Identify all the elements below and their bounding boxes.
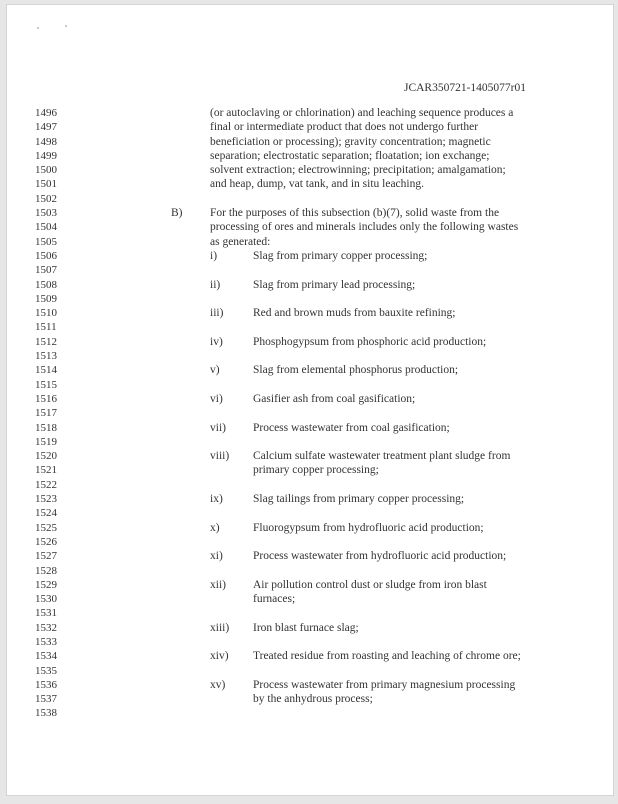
line-number: 1524: [35, 507, 57, 520]
document-page: [6, 4, 614, 796]
list-item-line: Treated residue from roasting and leaching of chrome ore;: [253, 650, 521, 663]
list-item-line: Slag from primary lead processing;: [253, 278, 416, 291]
list-item-text: [253, 521, 573, 535]
line-number: 1534: [35, 650, 57, 663]
line-number: 1507: [35, 264, 57, 277]
intro-line: beneficiation or processing); gravity concentration; magnetic: [210, 135, 491, 148]
list-item-number: iv): [210, 335, 223, 348]
line-number: 1511: [35, 321, 57, 334]
list-item-text: [253, 678, 573, 707]
list-item-text: [253, 392, 573, 406]
line-number: 1501: [35, 178, 57, 191]
list-item-number: x): [210, 521, 220, 534]
line-number: 1498: [35, 135, 57, 148]
line-number: 1518: [35, 421, 57, 434]
section-b-paragraph: [210, 206, 570, 249]
section-b-line: as generated:: [210, 235, 271, 248]
list-item-line: Fluorogypsum from hydrofluoric acid production;: [253, 521, 484, 534]
line-number: 1505: [35, 235, 57, 248]
line-number: 1529: [35, 578, 57, 591]
line-number: 1516: [35, 392, 57, 405]
line-number: 1535: [35, 664, 57, 677]
line-number: 1506: [35, 249, 57, 262]
list-item-text: [253, 335, 573, 349]
list-item-text: [253, 549, 573, 563]
line-number: 1496: [35, 107, 57, 119]
list-item-line: Slag from elemental phosphorus production;: [253, 364, 459, 377]
list-item-text: [253, 649, 573, 663]
line-number: 1530: [35, 593, 57, 606]
list-item-line: Red and brown muds from bauxite refining;: [253, 307, 456, 320]
list-item-number: xii): [210, 578, 226, 591]
list-item-line: Process wastewater from hydrofluoric acid production;: [253, 550, 507, 563]
list-item-line: Process wastewater from primary magnesium processing: [253, 679, 516, 691]
line-number: 1512: [35, 335, 57, 348]
line-number: 1497: [35, 121, 57, 134]
line-number: 1509: [35, 292, 57, 305]
list-item-number: xiv): [210, 650, 229, 663]
line-number: 1531: [35, 607, 57, 620]
list-item-number: xi): [210, 550, 223, 563]
line-number: 1532: [35, 621, 57, 634]
list-item-line: Gasifier ash from coal gasification;: [253, 393, 416, 405]
line-number: 1538: [35, 707, 57, 720]
list-item-line: Phosphogypsum from phosphoric acid production;: [253, 335, 487, 348]
list-item-text: [253, 492, 573, 506]
list-item-text: [253, 278, 573, 292]
list-item-line: furnaces;: [253, 593, 296, 606]
list-item-number: viii): [210, 450, 230, 463]
section-b-line: For the purposes of this subsection (b)(7), solid waste from the: [210, 207, 500, 219]
section-b-line: processing of ores and minerals includes only the following wastes: [210, 221, 519, 234]
list-item-number: v): [210, 364, 220, 377]
line-number: 1517: [35, 407, 57, 420]
line-number: 1508: [35, 278, 57, 291]
list-item-line: Air pollution control dust or sludge from iron blast: [253, 578, 487, 591]
line-number: 1536: [35, 678, 57, 691]
intro-line: separation; electrostatic separation; floatation; ion exchange;: [210, 149, 490, 162]
list-item-text: [253, 249, 573, 263]
line-number: 1519: [35, 435, 57, 448]
section-b-label: B): [171, 207, 183, 219]
list-item-text: [253, 306, 573, 320]
intro-line: and heap, dump, vat tank, and in situ leaching.: [210, 178, 424, 191]
line-number: 1514: [35, 364, 57, 377]
scan-speck: [37, 27, 39, 29]
line-number: 1533: [35, 635, 57, 648]
line-number: 1528: [35, 564, 57, 577]
line-number: 1502: [35, 192, 57, 205]
list-item-line: Iron blast furnace slag;: [253, 621, 359, 634]
list-item-line: primary copper processing;: [253, 464, 379, 477]
list-item-text: [253, 363, 573, 377]
list-item-text: [253, 449, 573, 478]
line-number: 1500: [35, 164, 57, 177]
list-item-number: ii): [210, 278, 221, 291]
list-item-text: [253, 621, 573, 635]
line-number: 1522: [35, 478, 57, 491]
intro-paragraph: [210, 106, 550, 192]
line-number: 1527: [35, 550, 57, 563]
intro-line: solvent extraction; electrowinning; precipitation; amalgamation;: [210, 164, 506, 177]
list-item-text: [253, 578, 573, 607]
intro-line: final or intermediate product that does not undergo further: [210, 121, 479, 134]
list-item-line: Calcium sulfate wastewater treatment plant sludge from: [253, 450, 511, 463]
line-number: 1504: [35, 221, 57, 234]
list-item-number: vii): [210, 421, 226, 434]
line-number: 1510: [35, 307, 57, 320]
line-number: 1537: [35, 693, 57, 706]
line-number: 1523: [35, 493, 57, 506]
line-number: 1520: [35, 450, 57, 463]
scan-speck: [65, 25, 67, 27]
line-number: 1499: [35, 149, 57, 162]
line-number: 1521: [35, 464, 57, 477]
list-item-number: vi): [210, 393, 223, 405]
list-item-line: Slag from primary copper processing;: [253, 250, 428, 262]
line-number: 1515: [35, 378, 57, 391]
line-number: 1526: [35, 535, 57, 548]
list-item-number: iii): [210, 307, 224, 320]
list-item-line: Process wastewater from coal gasification;: [253, 421, 450, 434]
line-number-column: [35, 106, 57, 721]
list-item-line: Slag tailings from primary copper processing;: [253, 493, 465, 506]
list-item-text: [253, 421, 573, 435]
intro-line: (or autoclaving or chlorination) and leaching sequence produces a: [210, 107, 514, 119]
line-number: 1503: [35, 207, 57, 220]
list-item-number: xv): [210, 679, 226, 691]
list-item-number: i): [210, 250, 218, 262]
list-item-number: xiii): [210, 621, 230, 634]
document-id: JCAR350721-1405077r01: [403, 82, 526, 94]
list-item-number: ix): [210, 493, 223, 506]
list-item-line: by the anhydrous process;: [253, 693, 373, 706]
line-number: 1525: [35, 521, 57, 534]
line-number: 1513: [35, 350, 57, 363]
